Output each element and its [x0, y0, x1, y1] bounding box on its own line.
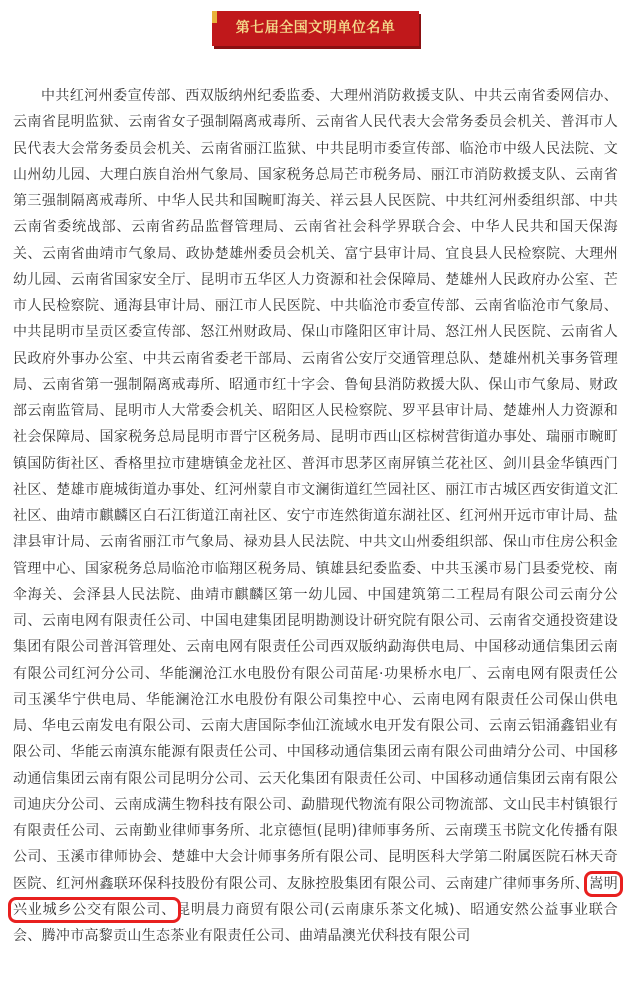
unit-list-text-end: 昆明晨力商贸有限公司(云南康乐茶文化城)、昭通安然公益事业联合会、腾冲市高黎贡山生态茶业有限责任公司、曲靖晶澳光伏科技有限公司 [13, 901, 618, 944]
unit-list-paragraph [13, 83, 618, 949]
page-title: 第七届全国文明单位名单 [235, 20, 396, 36]
unit-list-text: 中共红河州委宣传部、西双版纳州纪委监委、大理州消防救援支队、中共云南省委网信办、云南省昆明监狱、云南省女子强制隔离戒毒所、云南省人民代表大会常务委员会机关、普洱市人民代表大会常务委员会机关、云南省丽江监狱、中共昆明市委宣传部、临沧市中级人民法院、文山州幼儿园、大理白族自治州气象局、国家税务总局芒市税务局、丽江市消防救援支队、云南省第三强制隔离戒毒所、中华人民共和国畹町海关、祥云县人民医院、中共红河州委组织部、中共云南省委统战部、云南省药品监督管理局、云南省社会科学界联合会、中华人民共和国天保海关、云南省曲靖市气象局、政协楚雄州委员会机关、富宁县审计局、宜良县人民检察院、大理州幼儿园、云南省国家安全厅、昆明市五华区人力资源和社会保障局、楚雄州人民政府办公室、芒市人民检察院、通海县审计局、丽江市人民医院、中共临沧市委宣传部、云南省临沧市气象局、中共昆明市呈贡区委宣传部、怒江州财政局、保山市隆阳区审计局、怒江州人民医院、云南省人民政府外事办公室、中共云南省委老干部局、云南省公安厅交通管理总队、楚雄州机关事务管理局、云南省第一强制隔离戒毒所、昭通市红十字会、鲁甸县消防救援大队、保山市气象局、财政部云南监管局、昆明市人大常委会机关、昭阳区人民检察院、罗平县审计局、楚雄州人力资源和社会保障局、国家税务总局昆明市晋宁区税务局、昆明市西山区棕树营街道办事处、瑞丽市畹町镇国防街社区、香格里拉市建塘镇金龙社区、普洱市思茅区南屏镇兰花社区、剑川县金华镇西门社区、楚雄市鹿城街道办事处、红河州蒙自市文澜街道红竺园社区、丽江市古城区西安街道文汇社区、曲靖市麒麟区白石江街道江南社区、安宁市连然街道东湖社区、红河州开远市审计局、盐津县审计局、云南省丽江市气象局、禄劝县人民法院、中共文山州委组织部、保山市住房公积金管理中心、国家税务总局临沧市临翔区税务局、镇雄县纪委监委、中共玉溪市易门县委党校、南伞海关、会泽县人民法院、曲靖市麒麟区第一幼儿园、中国建筑第二工程局有限公司云南分公司、云南电网有限责任公司、中国电建集团昆明勘测设计研究院有限公司、云南省交通投资建设集团有限公司普洱管理处、云南电网有限责任公司西双版纳勐海供电局、中国移动通信集团云南有限公司红河分公司、华能澜沧江水电股份有限公司苗尾·功果桥水电厂、云南电网有限责任公司玉溪华宁供电局、华能澜沧江水电股份有限公司集控中心、云南电网有限责任公司保山供电局、华电云南发电有限公司、云南大唐国际李仙江流域水电开发有限公司、云南云铝涌鑫铝业有限公司、华能云南滇东能源有限责任公司、中国移动通信集团云南有限公司曲靖分公司、中国移动通信集团云南有限公司昆明分公司、云天化集团有限责任公司、中国移动通信集团云南有限公司迪庆分公司、云南成满生物科技有限公司、勐腊现代物流有限公司物流部、文山民丰村镇银行有限责任公司、云南勤业律师事务所、北京德恒(昆明)律师事务所、云南璞玉书院文化传播有限公司、玉溪市律师协会、楚雄中大会计师事务所有限公司、昆明医科大学第二附属医院石林天奇医院、红河州鑫联环保科技股份有限公司、友脉控股集团有限公司、云南建广律师事务所、 [13, 88, 618, 892]
highlighted-unit: 嵩明兴业城乡公交有限公司、 [13, 875, 618, 918]
title-area [0, 0, 630, 60]
